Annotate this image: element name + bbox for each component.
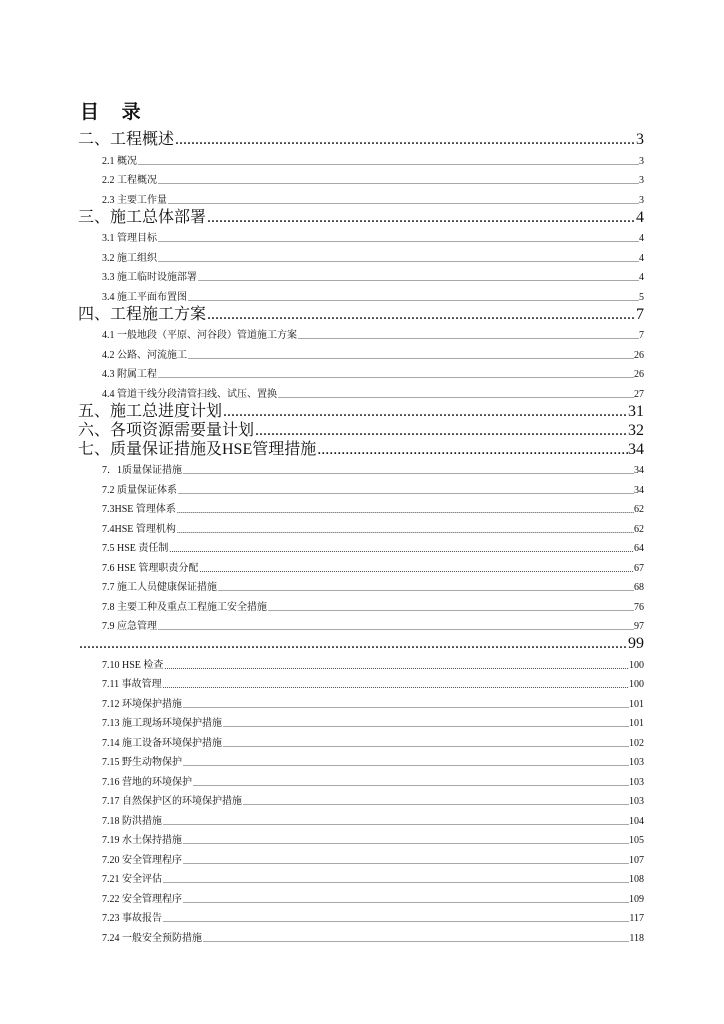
toc-entry-page: 117 bbox=[629, 913, 644, 924]
dot-leader bbox=[192, 777, 629, 790]
toc-entry-page: 100 bbox=[629, 679, 644, 690]
toc-entry-text: 六、各项资源需要量计划 bbox=[78, 421, 255, 439]
toc-entry-text: 3.4 施工平面布置图 bbox=[102, 291, 187, 303]
toc-entry[interactable] bbox=[78, 907, 644, 927]
toc-entry-page: 4 bbox=[639, 233, 644, 244]
toc-entry[interactable] bbox=[78, 227, 644, 247]
dot-leader bbox=[182, 465, 634, 478]
toc-entry-text: 7.24 一般安全预防措施 bbox=[102, 932, 202, 944]
dot-leader bbox=[182, 699, 629, 712]
toc-entry-page: 7 bbox=[636, 305, 644, 323]
toc-entry[interactable] bbox=[78, 324, 644, 344]
toc-entry[interactable] bbox=[78, 402, 644, 421]
toc-entry[interactable] bbox=[78, 770, 644, 790]
dot-leader bbox=[187, 292, 639, 305]
dot-leader bbox=[187, 350, 634, 363]
toc-entry[interactable] bbox=[78, 556, 644, 576]
dot-leader bbox=[168, 543, 634, 556]
dot-leader bbox=[182, 855, 629, 868]
toc-entry[interactable] bbox=[78, 615, 644, 635]
toc-entry[interactable] bbox=[78, 868, 644, 888]
dot-leader bbox=[162, 816, 629, 829]
toc-entry-text: 4.3 附属工程 bbox=[102, 369, 157, 380]
toc-entry-text: 7.10 HSE 检查 bbox=[102, 659, 164, 671]
toc-entry-text: 2.3 主要工作量 bbox=[102, 194, 167, 206]
toc-entry-page: 31 bbox=[628, 402, 644, 420]
toc-entry-text: 3.3 施工临时设施部署 bbox=[102, 272, 197, 283]
toc-entry-text: 7.2 质量保证体系 bbox=[102, 484, 177, 496]
toc-entry-text: 7.14 施工设备环境保护措施 bbox=[102, 737, 222, 749]
toc-entry-text: 7.7 施工人员健康保证措施 bbox=[102, 582, 217, 593]
toc-entry-page: 34 bbox=[628, 440, 644, 458]
dot-leader bbox=[174, 130, 636, 149]
toc-entry-text: 五、施工总进度计划 bbox=[78, 402, 223, 420]
toc-entry[interactable] bbox=[78, 634, 644, 653]
dot-leader bbox=[162, 874, 629, 887]
toc-entry-page: 26 bbox=[634, 369, 644, 380]
toc-entry[interactable] bbox=[78, 537, 644, 557]
dot-leader bbox=[222, 718, 629, 731]
toc-entry-page: 67 bbox=[634, 562, 644, 574]
toc-entry-page: 62 bbox=[634, 523, 644, 535]
toc-entry[interactable] bbox=[78, 673, 644, 693]
toc-entry-page: 109 bbox=[629, 893, 644, 905]
toc-entry-page: 4 bbox=[639, 252, 644, 264]
toc-entry-page: 101 bbox=[629, 718, 644, 729]
toc-entry[interactable] bbox=[78, 285, 644, 305]
toc-entry-text: 7．1质量保证措施 bbox=[102, 465, 182, 476]
toc-entry[interactable] bbox=[78, 421, 644, 440]
toc-entry-text: 4.4 管道干线分段清管扫线、试压、置换 bbox=[102, 388, 277, 400]
toc-entry[interactable] bbox=[78, 188, 644, 208]
dot-leader bbox=[78, 634, 628, 653]
toc-entry-page: 104 bbox=[629, 815, 644, 827]
toc-entry[interactable] bbox=[78, 208, 644, 227]
toc-entry-page: 105 bbox=[629, 835, 644, 846]
toc-entry[interactable] bbox=[78, 149, 644, 169]
toc-entry-text: 7.12 环境保护措施 bbox=[102, 698, 182, 710]
toc-entry[interactable] bbox=[78, 498, 644, 518]
dot-leader bbox=[277, 389, 634, 402]
toc-entry-page: 100 bbox=[629, 659, 644, 671]
toc-entry[interactable] bbox=[78, 478, 644, 498]
toc-entry-text: 7.21 安全评估 bbox=[102, 874, 162, 885]
toc-entry[interactable] bbox=[78, 343, 644, 363]
dot-leader bbox=[157, 253, 639, 266]
toc-entry-text: 7.17 自然保护区的环境保护措施 bbox=[102, 796, 242, 807]
dot-leader bbox=[217, 582, 634, 595]
toc-entry[interactable] bbox=[78, 246, 644, 266]
toc-entry[interactable] bbox=[78, 809, 644, 829]
toc-entry[interactable] bbox=[78, 887, 644, 907]
toc-entry-page: 4 bbox=[636, 208, 644, 226]
dot-leader bbox=[162, 679, 629, 692]
dot-leader bbox=[182, 835, 629, 848]
toc-entry[interactable] bbox=[78, 790, 644, 810]
toc-entry-page: 7 bbox=[639, 330, 644, 341]
toc-entry-text: 3.1 管理目标 bbox=[102, 233, 157, 244]
dot-leader bbox=[206, 305, 636, 324]
dot-leader bbox=[176, 504, 634, 517]
toc-entry-text: 7.16 营地的环境保护 bbox=[102, 776, 192, 788]
toc-entry-text: 7.15 野生动物保护 bbox=[102, 757, 182, 768]
toc-entry-page: 107 bbox=[629, 854, 644, 866]
dot-leader bbox=[167, 195, 639, 208]
dot-leader bbox=[157, 175, 639, 188]
toc-entry[interactable] bbox=[78, 266, 644, 286]
toc-entry-page: 3 bbox=[636, 131, 644, 148]
table-of-contents bbox=[78, 130, 644, 946]
dot-leader bbox=[157, 369, 634, 382]
toc-entry-page: 34 bbox=[634, 484, 644, 496]
toc-entry-text: 7.20 安全管理程序 bbox=[102, 854, 182, 866]
toc-entry-page: 3 bbox=[639, 155, 644, 167]
dot-leader bbox=[297, 330, 639, 343]
toc-entry-text: 七、质量保证措施及HSE管理措施 bbox=[78, 440, 317, 458]
dot-leader bbox=[197, 272, 639, 285]
dot-leader bbox=[242, 796, 629, 809]
toc-entry[interactable] bbox=[78, 751, 644, 771]
dot-leader bbox=[182, 757, 629, 770]
dot-leader bbox=[222, 402, 628, 421]
toc-entry-text: 三、施工总体部署 bbox=[78, 208, 207, 226]
dot-leader bbox=[254, 421, 628, 440]
dot-leader bbox=[182, 894, 629, 907]
toc-entry-text: 7.4HSE 管理机构 bbox=[102, 523, 176, 535]
toc-entry[interactable] bbox=[78, 731, 644, 751]
toc-entry-page: 32 bbox=[628, 421, 644, 439]
toc-entry[interactable] bbox=[78, 363, 644, 383]
toc-entry-page: 26 bbox=[634, 349, 644, 361]
toc-entry-text: 7.22 安全管理程序 bbox=[102, 893, 182, 905]
dot-leader bbox=[206, 208, 636, 227]
toc-entry-page: 3 bbox=[639, 175, 644, 186]
toc-entry-page: 103 bbox=[629, 776, 644, 788]
dot-leader bbox=[222, 738, 629, 751]
toc-entry[interactable] bbox=[78, 305, 644, 324]
toc-entry-page: 5 bbox=[639, 291, 644, 303]
toc-entry-text: 7.18 防洪措施 bbox=[102, 815, 162, 827]
toc-entry-text: 7.8 主要工种及重点工程施工安全措施 bbox=[102, 601, 267, 613]
dot-leader bbox=[202, 933, 629, 946]
toc-entry-page: 62 bbox=[634, 504, 644, 515]
dot-leader bbox=[157, 621, 634, 634]
toc-entry[interactable] bbox=[78, 595, 644, 615]
dot-leader bbox=[177, 485, 634, 498]
toc-entry-text: 7.9 应急管理 bbox=[102, 621, 157, 632]
toc-entry[interactable] bbox=[78, 517, 644, 537]
toc-entry[interactable] bbox=[78, 848, 644, 868]
toc-entry-text: 7.19 水土保持措施 bbox=[102, 835, 182, 846]
toc-entry-text: 7.5 HSE 责任制 bbox=[102, 543, 169, 554]
toc-entry-page: 27 bbox=[634, 388, 644, 400]
toc-entry-text: 7.6 HSE 管理职责分配 bbox=[102, 562, 199, 574]
toc-entry-text: 四、工程施工方案 bbox=[78, 305, 207, 323]
dot-leader bbox=[162, 913, 629, 926]
toc-entry-page: 118 bbox=[629, 932, 644, 944]
toc-entry-text: 二、工程概述 bbox=[78, 131, 175, 148]
toc-title: 目 录 bbox=[80, 101, 149, 123]
toc-entry[interactable] bbox=[78, 576, 644, 596]
toc-entry-page: 102 bbox=[629, 737, 644, 749]
dot-leader bbox=[176, 524, 634, 537]
toc-entry-page: 34 bbox=[634, 465, 644, 476]
toc-entry-page: 64 bbox=[634, 543, 644, 554]
toc-entry-text: 4.2 公路、河流施工 bbox=[102, 349, 187, 361]
toc-entry-page: 103 bbox=[629, 796, 644, 807]
dot-leader bbox=[267, 602, 634, 615]
toc-entry-page: 99 bbox=[628, 635, 644, 652]
toc-entry[interactable] bbox=[78, 653, 644, 673]
toc-entry[interactable] bbox=[78, 926, 644, 946]
toc-entry-text: 7.11 事故管理 bbox=[102, 679, 162, 690]
toc-entry-text: 2.2 工程概况 bbox=[102, 175, 157, 186]
toc-entry-text: 3.2 施工组织 bbox=[102, 252, 157, 264]
toc-entry-page: 3 bbox=[639, 194, 644, 206]
toc-entry[interactable] bbox=[78, 130, 644, 149]
toc-entry[interactable] bbox=[78, 169, 644, 189]
toc-entry-page: 68 bbox=[634, 582, 644, 593]
dot-leader bbox=[163, 660, 629, 673]
toc-entry-page: 4 bbox=[639, 272, 644, 283]
toc-entry-text: 7.3HSE 管理体系 bbox=[102, 504, 176, 515]
toc-entry[interactable] bbox=[78, 440, 644, 459]
toc-entry-text: 2.1 概况 bbox=[102, 155, 137, 167]
toc-entry-page: 108 bbox=[629, 874, 644, 885]
dot-leader bbox=[137, 156, 639, 169]
toc-entry-page: 76 bbox=[634, 601, 644, 613]
dot-leader bbox=[198, 563, 634, 576]
toc-entry-text: 7.23 事故报告 bbox=[102, 913, 162, 924]
toc-entry[interactable] bbox=[78, 829, 644, 849]
dot-leader bbox=[157, 233, 639, 246]
toc-entry[interactable] bbox=[78, 712, 644, 732]
toc-entry[interactable] bbox=[78, 692, 644, 712]
toc-entry-page: 97 bbox=[634, 621, 644, 632]
toc-entry-page: 103 bbox=[629, 757, 644, 768]
toc-entry-text: 4.1 一般地段（平原、河谷段）管道施工方案 bbox=[102, 330, 297, 341]
toc-entry[interactable] bbox=[78, 459, 644, 479]
toc-entry[interactable] bbox=[78, 382, 644, 402]
toc-entry-text: 7.13 施工现场环境保护措施 bbox=[102, 718, 222, 729]
toc-entry-page: 101 bbox=[629, 698, 644, 710]
dot-leader bbox=[316, 440, 628, 459]
